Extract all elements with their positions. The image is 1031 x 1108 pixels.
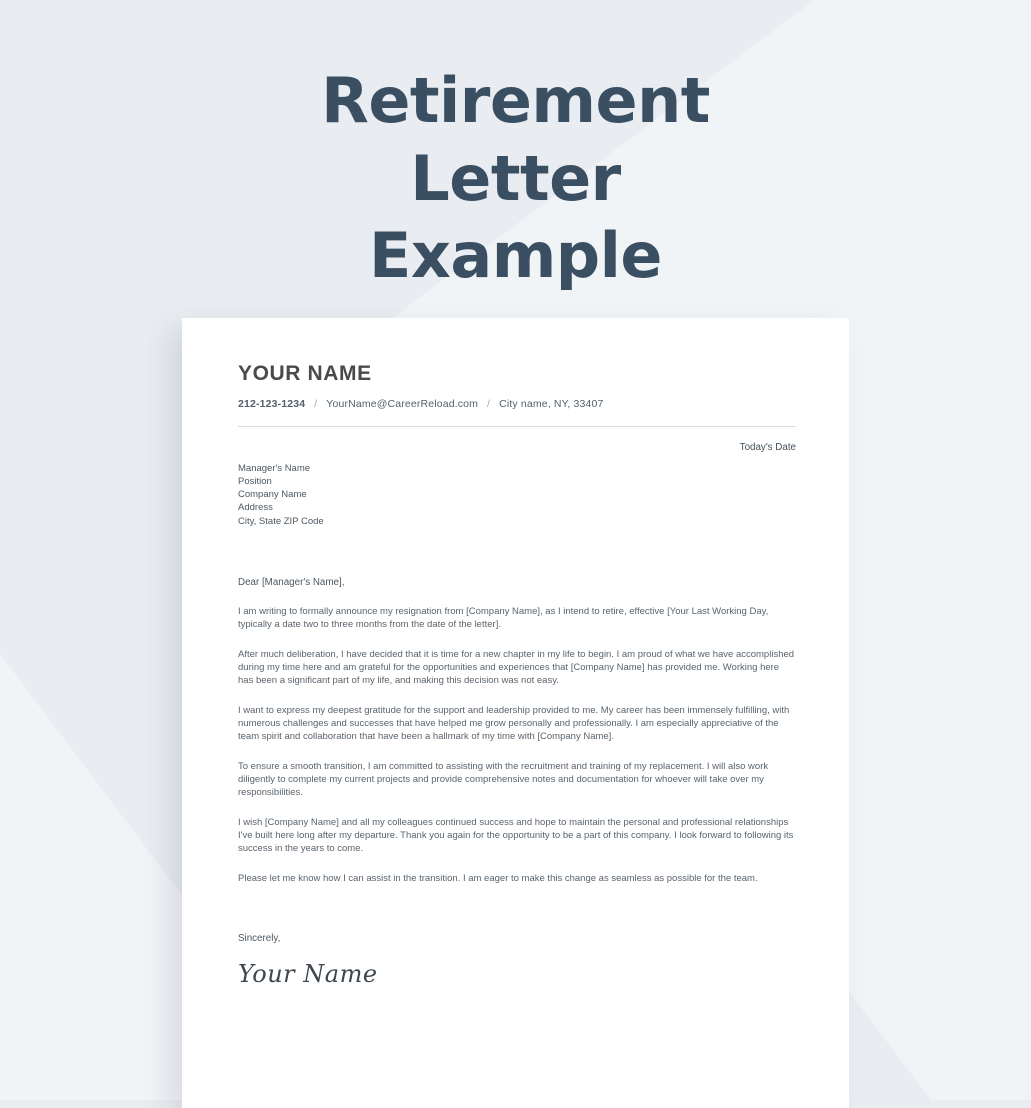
closing: Sincerely,: [238, 933, 281, 945]
body-paragraph: After much deliberation, I have decided that it is time for a new chapter in my life to begin. I am proud of what we have accomplished during my time here and am grateful for the opportunities and experiences that [Company Name] has provided me. Working here has been a significant part of my life, and making this decision was not easy.: [238, 649, 795, 687]
sender-address: City name, NY, 33407: [499, 398, 604, 410]
recipient-line: City, State ZIP Code: [238, 515, 324, 527]
header: [0, 0, 1031, 357]
recipient-line: Company Name: [238, 489, 307, 501]
page-title-line-2: Example: [369, 219, 662, 292]
letter-date: Today's Date: [739, 442, 796, 453]
page-title: [206, 62, 826, 295]
signature: Your Name: [238, 960, 378, 989]
sender-phone: 212-123-1234: [238, 398, 306, 410]
body-paragraph: I am writing to formally announce my resignation from [Company Name], as I intend to retire, effective [Your Last Working Day, typically a date two to three months from the date of the letter].: [238, 606, 769, 631]
body-paragraph: Please let me know how I can assist in the transition. I am eager to make this change as seamless as possible for the team.: [238, 873, 758, 885]
recipient-line: Address: [238, 502, 273, 514]
recipient-line: Position: [238, 476, 272, 488]
recipient-line: Manager's Name: [238, 463, 311, 474]
page-title-line-1: Retirement Letter: [321, 64, 710, 215]
recipient-block: [238, 463, 796, 528]
sender-contact-line: [238, 398, 796, 410]
body-paragraph: I wish [Company Name] and all my colleagues continued success and hope to maintain the personal and professional relationships I've built here long after my departure. Thank you again for the opportunity to be a part of this company. I look forward to following its success in the years to come.: [238, 817, 794, 855]
sender-name: YOUR NAME: [238, 362, 372, 385]
header-divider: [238, 426, 796, 427]
contact-separator-1: /: [314, 398, 318, 410]
body-paragraph: To ensure a smooth transition, I am committed to assisting with the recruitment and training of my replacement. I will also work diligently to complete my current projects and provide comprehensive notes and documentation for whoever will take over my responsibilities.: [238, 761, 769, 799]
letter-document: [182, 318, 849, 1108]
sender-email: YourName@CareerReload.com: [326, 398, 479, 410]
contact-separator-2: /: [487, 398, 491, 410]
body-paragraph: I want to express my deepest gratitude for the support and leadership provided to me. My career has been immensely fulfilling, with numerous challenges and successes that have helped me grow personally and professionally. I am especially appreciative of the team spirit and collaboration that have been a hallmark of my time with [Company Name].: [238, 705, 790, 743]
salutation: Dear [Manager's Name],: [238, 577, 345, 589]
